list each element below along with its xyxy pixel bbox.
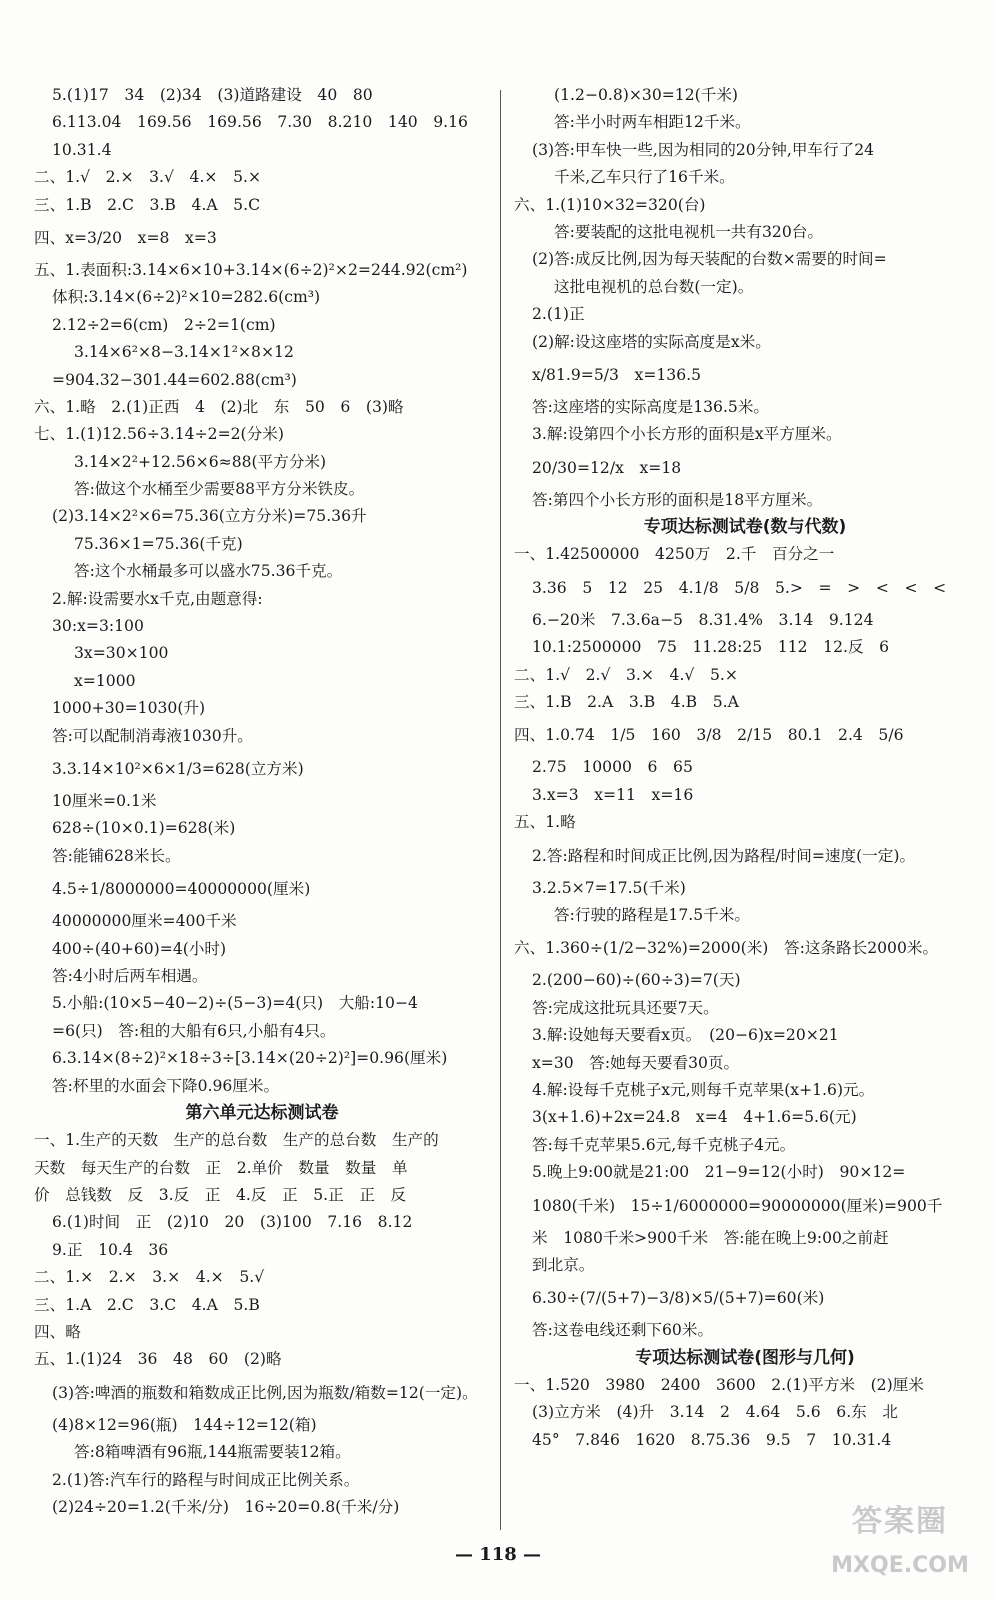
column-divider bbox=[500, 90, 501, 1530]
answer-line: (3)答:啤酒的瓶数和箱数成正比例,因为瓶数/箱数=12(一定)。 bbox=[52, 1383, 478, 1402]
answer-line: 40000000厘米=400千米 bbox=[52, 912, 237, 931]
answer-line: 3.14×2²+12.56×6≈88(平方分米) bbox=[74, 452, 327, 471]
answer-line: 三、1.B 2.C 3.B 4.A 5.C bbox=[34, 195, 260, 214]
answer-line: (3)立方米 (4)升 3.14 2 4.64 5.6 6.东 北 bbox=[532, 1403, 898, 1422]
answer-line: 2.75 10000 6 65 bbox=[532, 758, 693, 777]
answer-line: 千米,乙车只行了16千米。 bbox=[554, 168, 735, 187]
answer-line: x=1000 bbox=[74, 671, 136, 690]
answer-line: 2.(200−60)÷(60÷3)=7(天) bbox=[532, 971, 741, 990]
answer-line: 四、略 bbox=[34, 1323, 81, 1342]
answer-line: 2.(1)答:汽车行的路程与时间成正比例关系。 bbox=[52, 1470, 360, 1489]
answer-line: 六、1.360÷(1/2−32%)=2000(米) 答:这条路长2000米。 bbox=[514, 939, 939, 958]
left-column bbox=[34, 82, 490, 1521]
answer-line: 45° 7.846 1620 8.75.36 9.5 7 10.31.4 bbox=[532, 1430, 892, 1449]
answer-line: (3)答:甲车快一些,因为相同的20分钟,甲车行了24 bbox=[532, 140, 875, 159]
answer-line: 2.12÷2=6(cm) 2÷2=1(cm) bbox=[52, 315, 276, 334]
answer-line: 答:这座塔的实际高度是136.5米。 bbox=[532, 397, 770, 416]
answer-line: 五、1.表面积:3.14×6×10+3.14×(6÷2)²×2=244.92(cm²) bbox=[34, 260, 468, 279]
answer-line: 6.30÷(7/(5+7)−3/8)×5/(5+7)=60(米) bbox=[532, 1289, 825, 1308]
answer-line: 四、x=3/20 x=8 x=3 bbox=[34, 228, 217, 247]
answer-line: 答:完成这批玩具还要7天。 bbox=[532, 998, 719, 1017]
answer-line: 答:能铺628米长。 bbox=[52, 846, 181, 865]
section-title: 专项达标测试卷(数与代数) bbox=[643, 517, 847, 538]
answer-line: 9.正 10.4 36 bbox=[52, 1240, 169, 1259]
answer-line: 4.解:设每千克桃子x元,则每千克苹果(x+1.6)元。 bbox=[532, 1080, 875, 1099]
answer-line: =6(只) 答:租的大船有6只,小船有4只。 bbox=[52, 1021, 336, 1040]
answer-line: 答:这卷电线还剩下60米。 bbox=[532, 1321, 714, 1340]
answer-line: 答:这个水桶最多可以盛水75.36千克。 bbox=[74, 562, 343, 581]
answer-line: 6.(1)时间 正 (2)10 20 (3)100 7.16 8.12 bbox=[52, 1213, 413, 1232]
answer-line: 3(x+1.6)+2x=24.8 x=4 4+1.6=5.6(元) bbox=[532, 1108, 857, 1127]
answer-line: 到北京。 bbox=[532, 1255, 595, 1274]
answer-line: 3.解:设她每天要看x页。 (20−6)x=20×21 bbox=[532, 1026, 839, 1045]
answer-line: 米 1080千米>900千米 答:能在晚上9:00之前赶 bbox=[532, 1228, 889, 1247]
answer-line: 30:x=3:100 bbox=[52, 617, 144, 636]
answer-line: 1080(千米) 15÷1/6000000=90000000(厘米)=900千 bbox=[532, 1196, 943, 1215]
answer-line: x/81.9=5/3 x=136.5 bbox=[532, 365, 702, 384]
answer-line: (2)答:成反比例,因为每天装配的台数×需要的时间= bbox=[532, 250, 887, 269]
answer-line: =904.32−301.44=602.88(cm³) bbox=[52, 370, 297, 389]
answer-line: 3.14×6²×8−3.14×1²×8×12 bbox=[74, 343, 294, 362]
answer-line: 4.5÷1/8000000=40000000(厘米) bbox=[52, 880, 311, 899]
answer-line: 6.113.04 169.56 169.56 7.30 8.210 140 9.16 bbox=[52, 113, 468, 132]
answer-line: 2.(1)正 bbox=[532, 305, 585, 324]
answer-line: 10.31.4 bbox=[52, 140, 112, 159]
answer-line: 1000+30=1030(升) bbox=[52, 699, 206, 718]
answer-line: 六、1.略 2.(1)正西 4 (2)北 东 50 6 (3)略 bbox=[34, 397, 404, 416]
answer-line: 75.36×1=75.36(千克) bbox=[74, 534, 243, 553]
section-title: 专项达标测试卷(图形与几何) bbox=[635, 1347, 855, 1368]
answer-line: 3.2.5×7=17.5(千米) bbox=[532, 878, 686, 897]
answer-line: 答:行驶的路程是17.5千米。 bbox=[554, 905, 750, 924]
answer-line: 10厘米=0.1米 bbox=[52, 791, 157, 810]
answer-line: 三、1.A 2.C 3.C 4.A 5.B bbox=[34, 1295, 260, 1314]
answer-line: (2)24÷20=1.2(千米/分) 16÷20=0.8(千米/分) bbox=[52, 1497, 400, 1516]
answer-line: 400÷(40+60)=4(小时) bbox=[52, 939, 227, 958]
section-title: 第六单元达标测试卷 bbox=[185, 1102, 339, 1123]
answer-line: 6.−20米 7.3.6a−5 8.31.4% 3.14 9.124 bbox=[532, 610, 874, 629]
answer-line: 五、1.略 bbox=[514, 813, 576, 832]
answer-line: 5.(1)17 34 (2)34 (3)道路建设 40 80 bbox=[52, 86, 373, 104]
right-column bbox=[514, 82, 976, 1454]
answer-line: x=30 答:她每天要看30页。 bbox=[532, 1053, 740, 1072]
answer-line: 七、1.(1)12.56÷3.14÷2=2(分米) bbox=[34, 425, 284, 444]
answer-line: 二、1.√ 2.√ 3.× 4.√ 5.× bbox=[514, 665, 738, 684]
answer-line: 答:要装配的这批电视机一共有320台。 bbox=[554, 222, 823, 241]
answer-line: 答:做这个水桶至少需要88平方分米铁皮。 bbox=[74, 480, 365, 499]
answer-line: 6.3.14×(8÷2)²×18÷3÷[3.14×(20÷2)²]=0.96(厘米) bbox=[52, 1049, 448, 1068]
answer-line: 3.36 5 12 25 4.1/8 5/8 5.> = > < < < bbox=[532, 578, 947, 597]
answer-line: (1.2−0.8)×30=12(千米) bbox=[554, 86, 739, 104]
answer-line: 三、1.B 2.A 3.B 4.B 5.A bbox=[514, 693, 739, 712]
answer-line: 20/30=12/x x=18 bbox=[532, 458, 682, 477]
answer-line: 六、1.(1)10×32=320(台) bbox=[514, 195, 706, 214]
answer-line: (4)8×12=96(瓶) 144÷12=12(箱) bbox=[52, 1415, 317, 1434]
answer-line: 二、1.√ 2.× 3.√ 4.× 5.× bbox=[34, 168, 262, 187]
answer-line: 5.小船:(10×5−40−2)÷(5−3)=4(只) 大船:10−4 bbox=[52, 994, 418, 1013]
answer-line: 5.晚上9:00就是21:00 21−9=12(小时) 90×12= bbox=[532, 1163, 906, 1182]
answer-line: 10.1:2500000 75 11.28:25 112 12.反 6 bbox=[532, 638, 890, 657]
answer-line: 3x=30×100 bbox=[74, 644, 169, 663]
answer-line: 628÷(10×0.1)=628(米) bbox=[52, 819, 236, 838]
answer-line: 体积:3.14×(6÷2)²×10=282.6(cm³) bbox=[52, 288, 321, 307]
watermark-text-bottom: MXQE.COM bbox=[831, 1553, 969, 1578]
answer-line: (2)3.14×2²×6=75.36(立方分米)=75.36升 bbox=[52, 507, 367, 526]
answer-line: 答:杯里的水面会下降0.96厘米。 bbox=[52, 1076, 280, 1095]
answer-line: 二、1.× 2.× 3.× 4.× 5.√ bbox=[34, 1268, 265, 1287]
answer-line: 天数 每天生产的台数 正 2.单价 数量 数量 单 bbox=[34, 1158, 408, 1177]
answer-line: 答:半小时两车相距12千米。 bbox=[554, 113, 751, 132]
watermark-logo bbox=[820, 1498, 980, 1594]
answer-line: (2)解:设这座塔的实际高度是x米。 bbox=[532, 332, 771, 351]
answer-line: 3.3.14×10²×6×1/3=628(立方米) bbox=[52, 759, 304, 778]
watermark-text-top: 答案圈 bbox=[852, 1504, 948, 1539]
answer-line: 答:8箱啤酒有96瓶,144瓶需要装12箱。 bbox=[74, 1443, 351, 1462]
answer-line: 答:每千克苹果5.6元,每千克桃子4元。 bbox=[532, 1135, 796, 1154]
answer-line: 答:可以配制消毒液1030升。 bbox=[52, 726, 253, 745]
answer-line: 答:第四个小长方形的面积是18平方厘米。 bbox=[532, 490, 823, 509]
answer-line: 答:4小时后两车相遇。 bbox=[52, 966, 208, 985]
answer-line: 一、1.42500000 4250万 2.千 百分之一 bbox=[514, 545, 835, 564]
answer-line: 2.答:路程和时间成正比例,因为路程/时间=速度(一定)。 bbox=[532, 846, 916, 865]
answer-line: 价 总钱数 反 3.反 正 4.反 正 5.正 正 反 bbox=[34, 1186, 407, 1205]
answer-line: 这批电视机的总台数(一定)。 bbox=[554, 277, 754, 296]
answer-line: 3.解:设第四个小长方形的面积是x平方厘米。 bbox=[532, 425, 842, 444]
answer-line: 一、1.520 3980 2400 3600 2.(1)平方米 (2)厘米 bbox=[514, 1376, 924, 1395]
answer-line: 五、1.(1)24 36 48 60 (2)略 bbox=[34, 1350, 282, 1369]
answer-line: 2.解:设需要水x千克,由题意得: bbox=[52, 589, 263, 608]
answer-line: 四、1.0.74 1/5 160 3/8 2/15 80.1 2.4 5/6 bbox=[514, 726, 904, 745]
page-number: — 118 — bbox=[454, 1544, 542, 1565]
answer-line: 一、1.生产的天数 生产的总台数 生产的总台数 生产的 bbox=[34, 1131, 439, 1150]
answer-line: 3.x=3 x=11 x=16 bbox=[532, 785, 694, 804]
